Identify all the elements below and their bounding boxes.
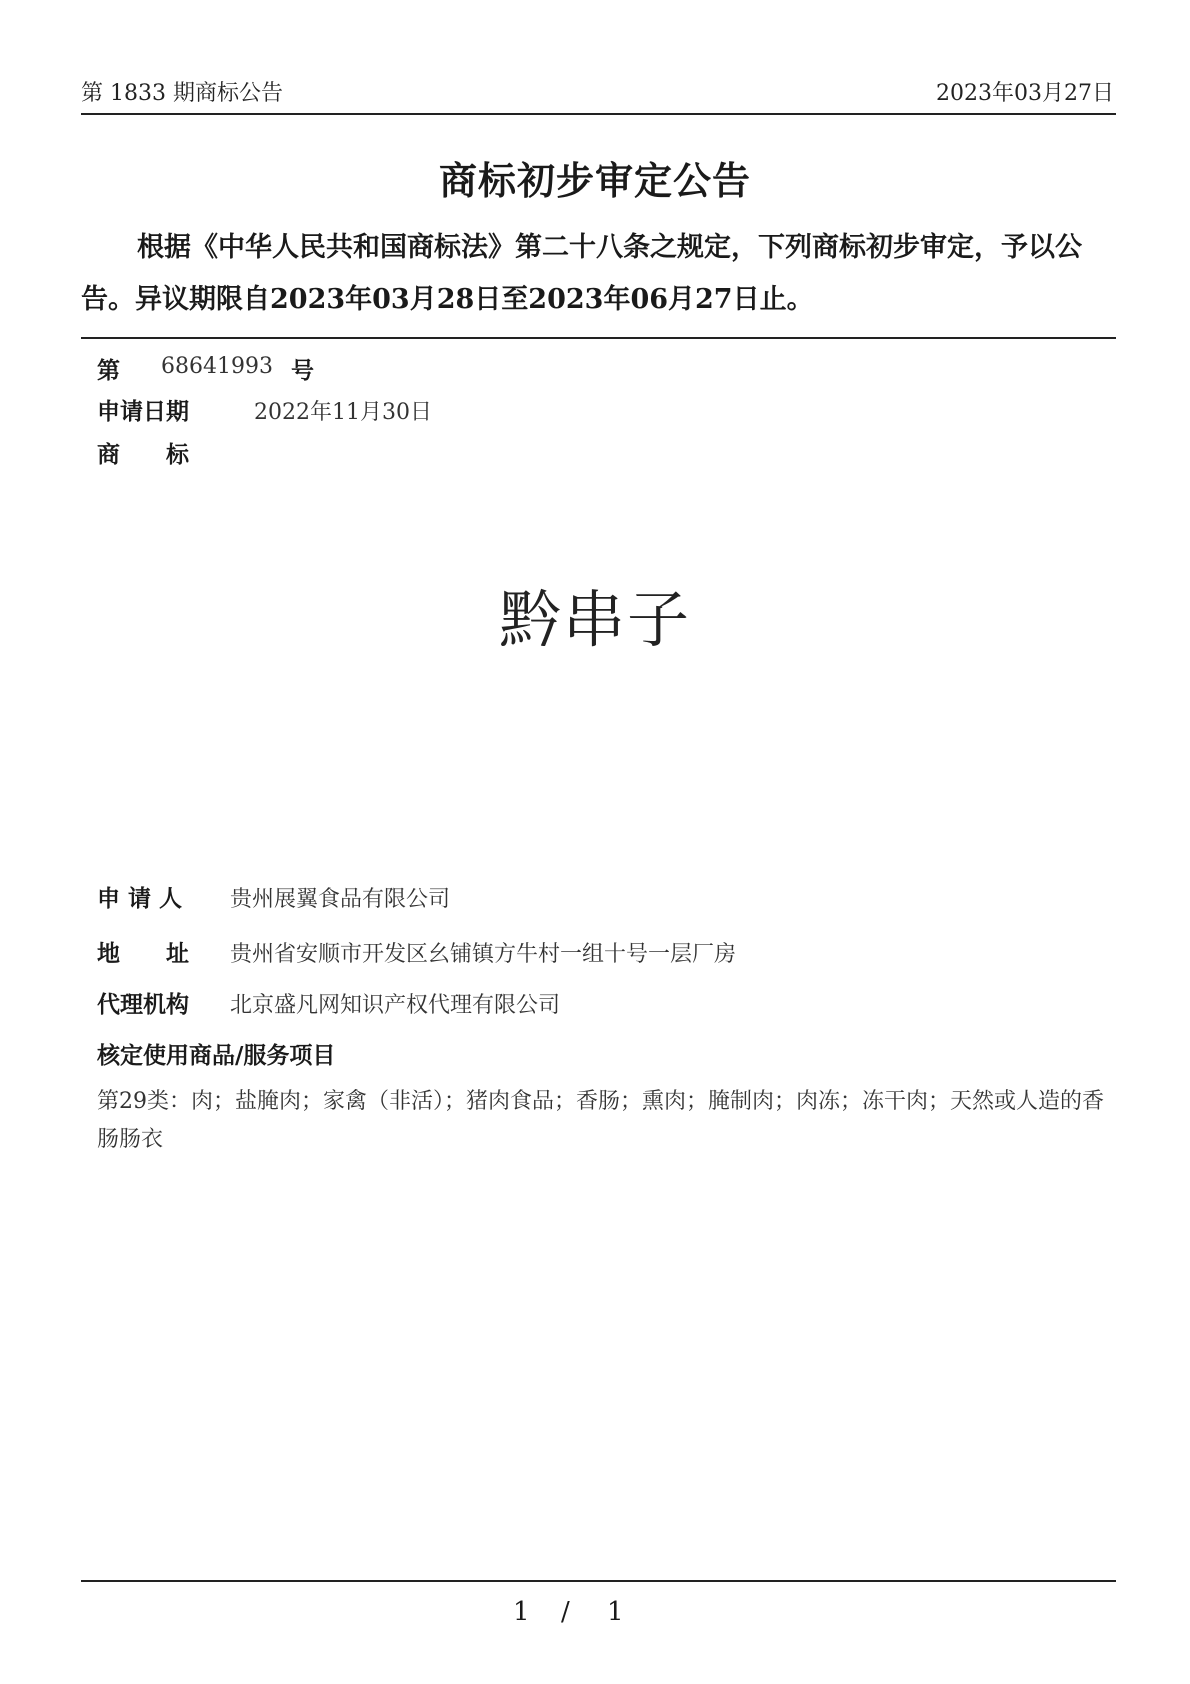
goods-list: 第29类：肉；盐腌肉；家禽（非活）；猪肉食品；香肠；熏肉；腌制肉；肉冻；冻干肉；天然或人造的香肠肠衣 [97, 1089, 1104, 1152]
issue-number: 第 1833 期商标公告 [81, 81, 283, 106]
footer-rule [81, 1580, 1116, 1582]
page-separator: / [561, 1597, 570, 1627]
page-current: 1 [513, 1597, 530, 1627]
application-date-label: 申请日期 [97, 398, 189, 425]
address: 贵州省安顺市开发区幺铺镇方牛村一组十号一层厂房 [230, 942, 737, 967]
trademark-image: 黔串子 [498, 583, 691, 656]
number-prefix: 第 [97, 357, 120, 384]
goods-label: 核定使用商品/服务项目 [97, 1042, 336, 1069]
registration-number: 68641993 [161, 354, 273, 379]
applicant-label: 申 请 人 [97, 885, 183, 912]
section-rule [81, 337, 1116, 339]
agency: 北京盛凡网知识产权代理有限公司 [230, 993, 561, 1018]
application-date: 2022年11月30日 [254, 400, 432, 425]
announcement-intro: 根据《中华人民共和国商标法》第二十八条之规定，下列商标初步审定，予以公告。异议期限自2023年03月28日至2023年06月27日止。 [81, 232, 1082, 315]
applicant: 贵州展翼食品有限公司 [230, 887, 451, 912]
header-rule [81, 113, 1116, 115]
number-suffix: 号 [291, 357, 314, 384]
agency-label: 代理机构 [97, 991, 189, 1018]
issue-date: 2023年03月27日 [936, 81, 1114, 106]
mark-label: 商 标 [97, 441, 189, 468]
page-total: 1 [607, 1597, 624, 1627]
page-title: 商标初步审定公告 [438, 158, 751, 203]
address-label: 地 址 [97, 940, 189, 967]
